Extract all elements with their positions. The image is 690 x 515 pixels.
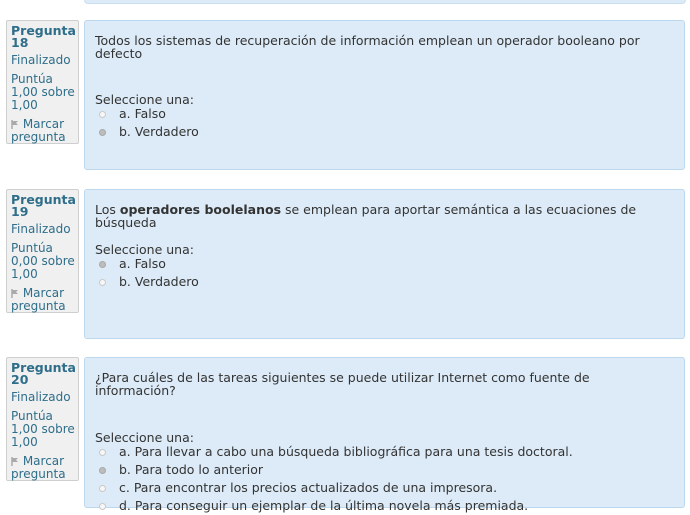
flag-icon (11, 288, 19, 297)
question-content (84, 357, 685, 513)
question-number-value: 18 (11, 35, 29, 50)
question-text: Todos los sistemas de recuperación de información emplean un operador booleano por defecto (95, 33, 640, 61)
flag-question-link[interactable]: Marcar pregunta (11, 286, 66, 313)
radio-button-checked[interactable] (99, 261, 106, 268)
answer-prompt: Seleccione una: (95, 92, 194, 107)
question-text: ¿Para cuáles de las tareas siguientes se puede utilizar Internet como fuente de información? (95, 370, 590, 398)
radio-button[interactable] (99, 485, 106, 492)
question-number-value: 19 (11, 204, 29, 219)
radio-button-checked[interactable] (99, 467, 106, 474)
answer-options (95, 105, 674, 141)
option-b[interactable]: b. Verdadero (95, 273, 674, 291)
radio-button[interactable] (99, 111, 106, 118)
question-label: Pregunta (11, 360, 76, 375)
option-d[interactable]: d. Para conseguir un ejemplar de la última novela más premiada. (95, 497, 674, 515)
question-state: Finalizado (11, 222, 71, 236)
question-number-value: 20 (11, 372, 29, 387)
radio-button[interactable] (99, 279, 106, 286)
radio-button[interactable] (99, 503, 106, 510)
question-label: Pregunta (11, 192, 76, 207)
question-text: Los operadores boolelanos se emplean para aportar semántica a las ecuaciones de búsqueda (95, 202, 637, 230)
flag-icon (11, 119, 19, 128)
radio-button[interactable] (99, 449, 106, 456)
flag-icon (11, 456, 19, 465)
question-grade: Puntúa 0,00 sobre 1,00 (11, 241, 75, 281)
option-a[interactable]: a. Falso (95, 105, 674, 123)
answer-prompt: Seleccione una: (95, 242, 194, 257)
question-content (84, 189, 685, 339)
previous-question-panel-edge (84, 0, 686, 4)
question-content (84, 20, 685, 170)
option-b[interactable]: b. Verdadero (95, 123, 674, 141)
flag-question-link[interactable]: Marcar pregunta (11, 117, 66, 144)
question-info (6, 357, 79, 481)
option-c[interactable]: c. Para encontrar los precios actualizados de una impresora. (95, 479, 674, 497)
question-info (6, 20, 79, 144)
question-grade: Puntúa 1,00 sobre 1,00 (11, 72, 75, 112)
option-a[interactable]: a. Para llevar a cabo una búsqueda bibliográfica para una tesis doctoral. (95, 443, 674, 461)
question-info (6, 189, 79, 313)
question-state: Finalizado (11, 390, 71, 404)
question-number (11, 194, 78, 218)
answer-prompt: Seleccione una: (95, 430, 194, 445)
answer-options (95, 255, 674, 291)
question-number (11, 362, 78, 386)
question-state: Finalizado (11, 53, 71, 67)
question-number (11, 25, 78, 49)
question-grade: Puntúa 1,00 sobre 1,00 (11, 409, 75, 449)
option-a[interactable]: a. Falso (95, 255, 674, 273)
question-label: Pregunta (11, 23, 76, 38)
flag-question-link[interactable]: Marcar pregunta (11, 454, 66, 481)
option-b[interactable]: b. Para todo lo anterior (95, 461, 674, 479)
answer-options (95, 443, 674, 515)
radio-button-checked[interactable] (99, 129, 106, 136)
